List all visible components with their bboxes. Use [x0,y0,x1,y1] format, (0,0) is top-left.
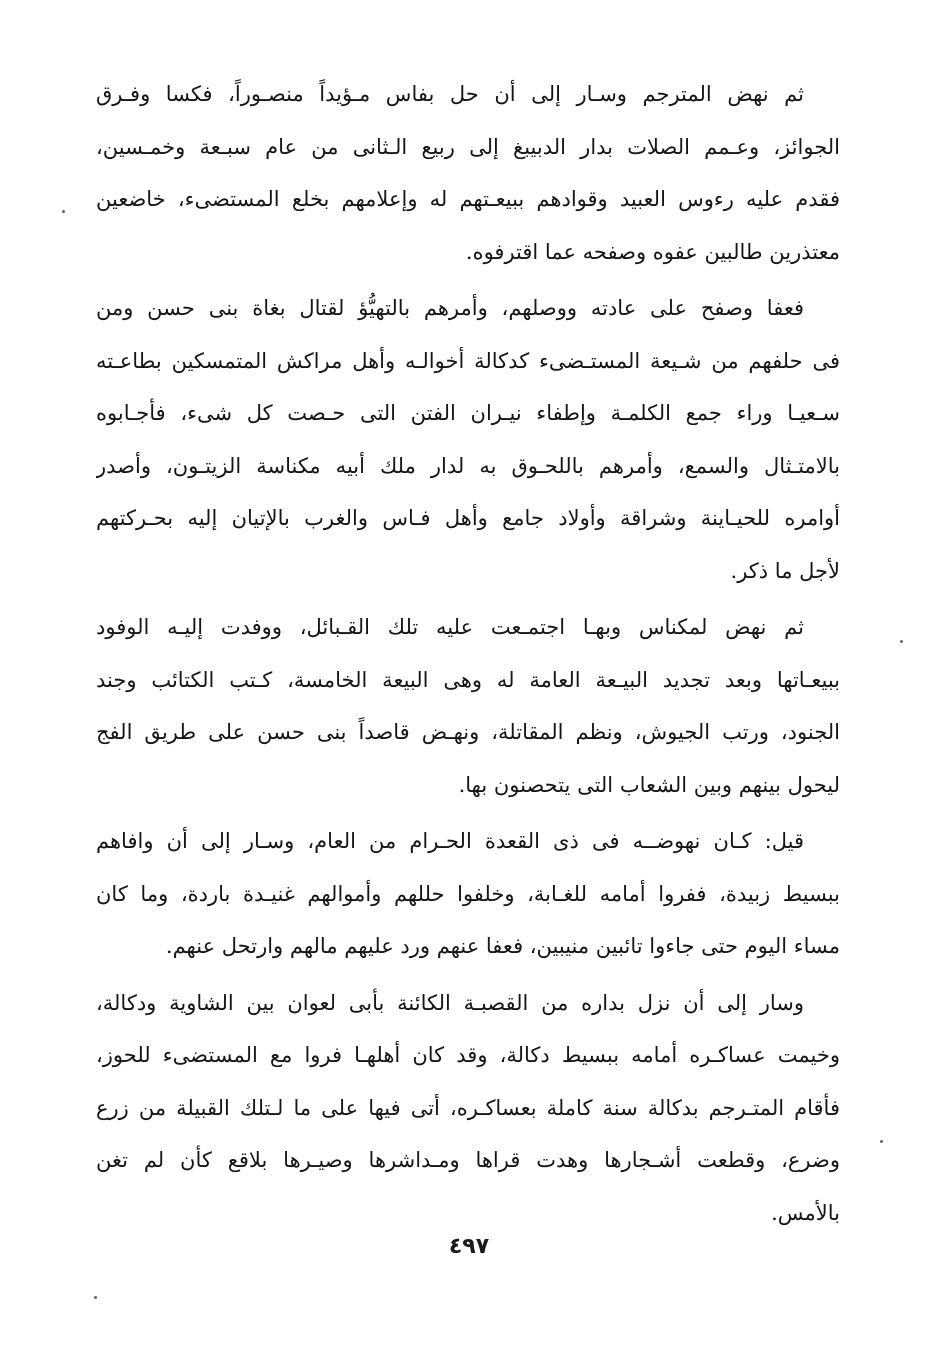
paragraph-4 [96,815,840,973]
text-line: مساء اليوم حتى جاءوا تائبين منيبين، فعفا عنهم ورد عليهم مالهم وارتحل عنهم. [165,934,840,958]
paragraph-5 [96,977,840,1240]
text-line: ببسيط زبيدة، ففروا أمامه للغـابة، وخلفوا حللهم وأموالهم غنيـدة باردة، وما كان [96,881,840,906]
text-line: ثم نهض المترجم وسـار إلى أن حل بفاس مـؤيداً منصـوراً، فكسا وفـرق [96,82,804,106]
text-line: وسار إلى أن نزل بداره من القصبـة الكائنة بأبى لعوان بين الشاوية ودكالة، [96,990,804,1015]
text-line: الجوائز، وعـمم الصلات بدار الدبيبغ إلى ربيع الـثانى من عام سبـعة وخمـسين، [96,134,840,159]
scan-speck [94,1296,97,1299]
scan-speck [880,1140,883,1143]
paragraph-2 [96,282,840,597]
page-number: ٤٩٧ [448,1234,490,1259]
text-line: فقدم عليه رءوس العبيد وقوادهم ببيعـتهم له وإعلامهم بخلع المستضىء، خاضعين [96,187,840,211]
text-line: سـعيـا وراء جمع الكلمـة وإطفاء نيـران الفتن التى حـصت كل شىء، فأجـابوه [96,401,840,425]
text-line: أوامره للحيـاينة وشراقة وأولاد جامع وأهل فـاس والغرب بالإتيان إليه بحـركتهم [96,506,840,530]
scan-speck [62,210,65,213]
paragraph-1 [96,68,840,278]
text-line: ثم نهض لمكناس وبهـا اجتمـعت عليه تلك القـبائل، ووفدت إليـه الوفود [96,615,804,639]
text-line: قيل: كـان نهوضــه فى ذى القعدة الحـرام من العام، وسـار إلى أن وافاهم [96,829,804,853]
text-line: وخيمت عساكـره أمامه ببسيط دكالة، وقد كان أهلهـا فروا مع المستضىء للحوز، [96,1043,840,1067]
text-line: ليحول بينهم وبين الشعاب التى يتحصنون بها. [458,772,840,797]
text-line: بالامتـثال والسمع، وأمرهم باللحـوق به لدار ملك أبيه مكناسة الزيتـون، وأصدر [96,453,840,478]
body-text [96,68,840,1239]
paragraph-3 [96,601,840,811]
text-line: ببيعـاتها وبعد تجديد البيـعة العامة له وهى البيعة الخامسة، كـتب الكتائب وجند [96,667,840,692]
text-line: بالأمس. [771,1200,840,1225]
scan-speck [900,640,903,643]
text-line: معتذرين طالبين عفوه وصفحه عما اقترفوه. [465,239,840,264]
text-line: الجنود، ورتب الجيوش، ونظم المقاتلة، ونهـض قاصداً بنى حسن على طريق الفج [96,720,840,744]
text-line: فأقام المتـرجم بدكالة سنة كاملة بعساكـره، أتى فيها على ما لـتلك القبيلة من زرع [96,1095,840,1120]
text-line: لأجل ما ذكر. [730,558,840,583]
text-line: فى حلفهم من شـيعة المستـضىء كدكالة أخوالـه وأهل مراكش المتمسكين بطاعـته [96,348,840,373]
text-line: فعفا وصفح على عادته ووصلهم، وأمرهم بالتهيُّؤ لقتال بغاة بنى حسن ومن [96,296,804,320]
text-line: وضرع، وقطعت أشـجارها وهدت قراها ومـداشرها وصيـرها بلاقع كأن لم تغن [96,1148,840,1172]
